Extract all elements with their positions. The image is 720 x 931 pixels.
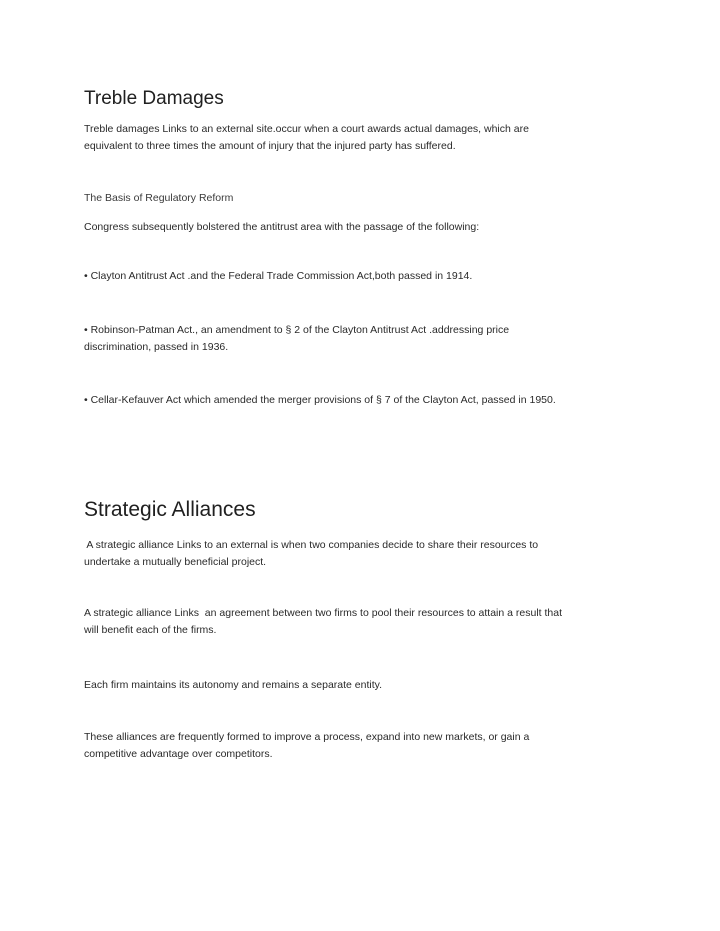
- treble-damages-heading: Treble Damages: [84, 88, 224, 109]
- regulatory-reform-subheading: The Basis of Regulatory Reform: [84, 192, 234, 204]
- bullet-cellar-kefauver: • Cellar-Kefauver Act which amended the merger provisions of § 7 of the Clayton Act, passed in 1950.: [84, 394, 556, 406]
- treble-damages-paragraph-line-2: equivalent to three times the amount of injury that the injured party has suffered.: [84, 140, 456, 152]
- alliance-definition-line-2: undertake a mutually beneficial project.: [84, 556, 267, 568]
- bullet-robinson-patman-line-2: discrimination, passed in 1936.: [84, 341, 229, 353]
- alliance-definition-line-1: A strategic alliance Links to an external is when two companies decide to share their resources to: [84, 539, 539, 551]
- strategic-alliances-heading: Strategic Alliances: [84, 498, 256, 521]
- alliance-purpose-line-2: competitive advantage over competitors.: [84, 748, 273, 760]
- bullet-robinson-patman-line-1: • Robinson-Patman Act., an amendment to § 2 of the Clayton Antitrust Act .addressing price: [84, 324, 510, 336]
- alliance-agreement-line-1: A strategic alliance Links an agreement between two firms to pool their resources to attain a result that: [84, 607, 563, 619]
- bullet-clayton-act: • Clayton Antitrust Act .and the Federal Trade Commission Act,both passed in 1914.: [84, 270, 473, 282]
- congress-intro-paragraph: Congress subsequently bolstered the antitrust area with the passage of the following:: [84, 221, 480, 233]
- alliance-agreement-line-2: will benefit each of the firms.: [84, 624, 217, 636]
- treble-damages-paragraph-line-1: Treble damages Links to an external site.occur when a court awards actual damages, which are: [84, 123, 529, 135]
- alliance-autonomy-paragraph: Each firm maintains its autonomy and remains a separate entity.: [84, 679, 383, 691]
- alliance-purpose-line-1: These alliances are frequently formed to improve a process, expand into new markets, or gain a: [84, 731, 530, 743]
